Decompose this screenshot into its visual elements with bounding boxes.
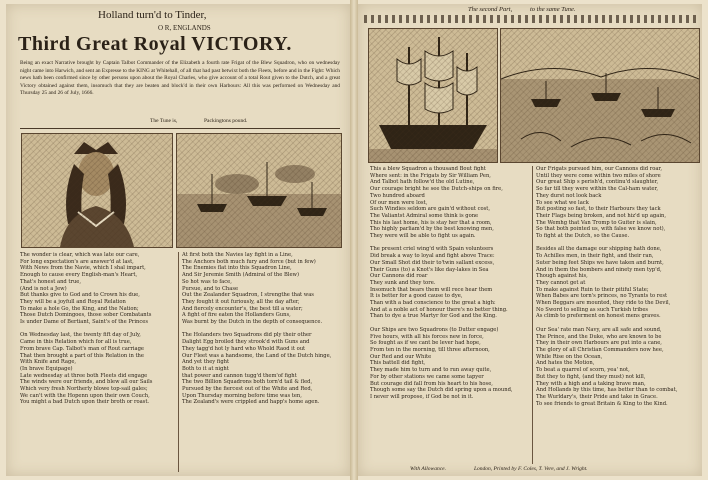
verse-line: But thanks give to God and to Crown his due, <box>20 292 140 299</box>
verse-line: I never will propose, if God be not in it. <box>370 393 474 400</box>
verse-line: Insomuch that bears them will rece hear them <box>370 286 493 293</box>
verse-line: While Rise on the Ocean, <box>536 353 603 360</box>
verse-line: And hates the Motion, <box>536 360 595 367</box>
verse-line: A fight of fire eaten the Hollanders Guns, <box>182 312 291 319</box>
verse-line: The Wurldary's, their Pride and take in Grace. <box>536 393 658 400</box>
verse-line: Is under Dame of Bertiant, Saint's of the Princes <box>20 319 148 326</box>
verse-line: (And is not a Jew) <box>20 285 67 292</box>
verse-line: They fought it out furiously, all the day after, <box>182 298 300 305</box>
verse-line: Did break a way to loyal and fight above Trace: <box>370 253 495 260</box>
verse-line: No Sword to selling as such Turkish tribes <box>536 306 649 313</box>
verse-line: Where sent: in the Frigats by Sir William Pen, <box>370 172 491 179</box>
verse-line: To fight at the Dutch, so the Cause. <box>536 233 630 240</box>
verse-line: Our Fleet was a handsome, the Land of the Dutch hinge, <box>182 352 332 359</box>
right-column-2 <box>536 166 698 407</box>
left-column-2 <box>182 252 340 406</box>
verse-line: Late wednesday at three both Fleets did engage <box>20 372 148 379</box>
verse-line: But courage did fall from his heart to his hose, <box>370 380 493 387</box>
verse-line: Pursue, and to Chase <box>182 285 239 292</box>
verse-line: The Prince, and the Duke, who are known to be <box>536 333 662 340</box>
verse-line: Our Small Shot did their to'twin sallant excess, <box>370 259 495 266</box>
verse-line: The Anchors both much fury and force (but in few) <box>182 258 316 265</box>
verse-line: For by other stations we came some tapyer <box>370 373 484 380</box>
column-divider-right <box>532 166 533 464</box>
verse-line: Our Frigats pursued him, our Cannons did roar, <box>536 166 662 172</box>
verse-line: To see what we lack <box>536 199 589 206</box>
tune-label: The Tune is, <box>150 118 178 124</box>
verse-line <box>536 320 698 327</box>
verse-line: From ten in the morning, till three afternoon, <box>370 346 490 353</box>
verse-line: Our courage bright he see the Dutch-ships on fire, <box>370 186 503 193</box>
verse-line: Their Flags being broken, and not hiz'd up again, <box>536 212 666 219</box>
verse-line: Enough to cause every English-man's Heart, <box>20 272 138 279</box>
verse-line: So hot was to face, <box>182 278 232 285</box>
verse-line: that power and cannon tugg'd them'of fight <box>182 372 297 379</box>
verse-line: To Achilles men, in their fight, and their ran, <box>536 253 654 260</box>
sea-battle-woodcut <box>176 133 342 248</box>
verse-line: And Sir Jeremie Smith (Admiral of the Blew) <box>182 272 299 279</box>
verse-line: They cannot get at <box>536 279 586 286</box>
tune-name: Packingtons pound. <box>204 118 248 124</box>
left-column-1 <box>20 252 178 406</box>
verse-line: Such Windies seldom are gain'd without cost, <box>370 206 491 213</box>
verse-line: When Beggars are mounted, they ride to the Devil, <box>536 300 671 307</box>
portrait-woodcut <box>21 133 173 248</box>
verse-line: We can't with the Hopenn upon their own Couch, <box>20 392 150 399</box>
verse-line: This battell did fight, <box>370 360 426 367</box>
verse-line <box>536 240 698 247</box>
verse-line: Two hundred aboard <box>370 192 425 199</box>
verse-line: The winds were our friends, and blew all our Sails <box>20 379 153 386</box>
allowance-mark: With Allowance. <box>410 466 446 472</box>
verse-line: The Zealand's were crippled and happ's home agen. <box>182 399 320 406</box>
verse-line: With News from the Navie, which I shal impart, <box>20 265 146 272</box>
verse-line: Our great Ship s perish'd, continu'd slaughter, <box>536 179 659 186</box>
subtitle: O R, ENGLANDS <box>158 24 211 32</box>
verse-line: Suter being feet Ships we have taken and burnt, <box>536 259 664 266</box>
verse-line: They in their own Harbours are put into a cane, <box>536 340 662 347</box>
verse-line: Than to dye a true Martyr for God and the King. <box>370 313 497 320</box>
verse-line: Pursued by the fiercest out of the White and Red, <box>182 386 313 393</box>
verse-line: They durst not look back <box>536 192 602 199</box>
verse-line: Though some say the Dutch did spring upon a mound, <box>370 387 513 394</box>
verse-line: That then brought a part of this Relation in the <box>20 352 144 359</box>
verse-line: They with a high and a taking brave man, <box>536 380 646 387</box>
verse-line: But they to fight, (and they must) not kill, <box>536 373 646 380</box>
verse-line: So that both pointed us, with false we know not), <box>536 226 666 233</box>
verse-line: And fiercely encounter's, the best till a water; <box>182 305 303 312</box>
verse-line: So far till they were within the Cal-ham water, <box>536 186 659 193</box>
verse-line: Which very fresh Northerly blowe top-sail gales; <box>20 386 148 393</box>
printer-imprint: London, Printed by F. Coles, T. Vere, and J. Wright. <box>474 466 588 472</box>
verse-line: And in them the bombers and ninety men typ'd, <box>536 266 662 273</box>
verse-line: They will be a joyfull and Royal Relation <box>20 298 126 305</box>
verse-line: As climb to preferment on honest mens graves. <box>536 313 661 320</box>
ornament-border <box>364 15 696 23</box>
column-divider-left <box>178 252 179 472</box>
verse-line: It is better for a good cause to dye, <box>370 293 463 300</box>
verse-line <box>20 326 178 333</box>
ship-woodcut <box>368 28 498 163</box>
verse-line: Until they were come within two miles of shore <box>536 172 661 179</box>
verse-line: The glory of all Christian Commanders now hee, <box>536 346 664 353</box>
verse-line: Our Cannons did roar <box>370 273 428 280</box>
verse-line: Upon Thursday morning before time was ten, <box>182 392 302 399</box>
verse-line: Those Dutch Domingoes, those sober Combatants <box>20 312 152 319</box>
verse-line: The Valiantst Admiral some think is gone <box>370 212 479 219</box>
verse-line: Our Red and our White <box>370 353 432 360</box>
verse-line: Was burnt by the Dutch in the depth of consequence. <box>182 319 323 326</box>
verse-line: For long expectation's are answer'd at last, <box>20 258 134 265</box>
title-top: Holland turn'd to Tinder, <box>98 9 207 21</box>
verse-line: On Wednesday last, the twenty fift day of July, <box>20 332 141 339</box>
verse-line <box>370 240 530 247</box>
second-part-label: The second Part, <box>468 6 513 13</box>
intro-paragraph: Being an exact Narrative brought by Captain Talbot Commander of the Elizabeth a fourth rate Frigat of the Blew Squadron, who on wednesday night came into Harwich, and sent an Expresse to the KING at Whitehall, of all that had past betwixt both the Fleets, before and in the Fight: Which news hath been confirmed since by other persons upon about the Royal Charles, who give account of a total Rout given to the Dutch, and a great Victory obtained against them, insomuch that they are beaten and block'd in their own Harbours: All this was performed on Wednesday and Thursday 25 and 26 of July, 1666. <box>20 60 340 97</box>
verse-line: Our Sea' rate man Navy, are all safe and sound, <box>536 326 662 333</box>
verse-line: And Hollands by this time, has better than to combat, <box>536 387 678 394</box>
verse-line: This a blew Squadron a thousand Bout fight <box>370 166 486 172</box>
verse-line: When Babes are torn's princes, no Tyrants to rest <box>536 293 668 300</box>
verse-line: The Holanders two Squadrons did ply their other <box>182 332 312 339</box>
verse-line: The wonder is clear, which was late our care, <box>20 252 140 258</box>
verse-line: To see friends to great Britain & King to the Kind. <box>536 400 668 407</box>
verse-line: From brave Cap. Talbot's man of Rout carriage <box>20 345 144 352</box>
verse-line: But posting so fast, to their Harbours they tack <box>536 206 661 213</box>
verse-line: Of our men were lost, <box>370 199 428 206</box>
verse-line: Came in this Relation which for all is true, <box>20 339 132 346</box>
verse-line: At first both the Navies lay fight in a Line, <box>182 252 293 258</box>
verse-line: The Enemies flat into this Squadron Line, <box>182 265 292 272</box>
verse-line: The two Billion Squadrons both torn'd tail & fled, <box>182 379 313 386</box>
verse-line: To beat a quarrel of scorn, yea' not, <box>536 367 630 374</box>
fleet-woodcut <box>500 28 700 163</box>
verse-line: The Wemhg that Van Tromp to Guiter is slain, <box>536 219 657 226</box>
verse-line: (In brave Equipage) <box>20 365 73 372</box>
verse-line: To make against Ruin to their pitiful State; <box>536 286 649 293</box>
verse-line: Than with a bad conscience to the great a high: <box>370 300 496 307</box>
verse-line: And Talbot hath follow'd the old Lutine, <box>370 179 475 186</box>
page-fold <box>350 0 358 480</box>
second-part-tune: to the same Tune. <box>530 6 576 13</box>
verse-line: They sunk and they tore. <box>370 279 436 286</box>
verse-line <box>370 320 530 327</box>
verse-line: That's honest and true, <box>20 278 82 285</box>
verse-line: And yet they fight <box>182 359 230 366</box>
verse-line: This his last home, his is stay her that a room, <box>370 219 492 226</box>
verse-line: To make a hole Go, the King, and the Nation; <box>20 305 139 312</box>
verse-line: Our Ships are two Squadrons (to Dutter engage) <box>370 326 499 333</box>
verse-line: They made him to turn and to run away quite, <box>370 367 492 374</box>
verse-line: Five hours, with all his forces new in force, <box>370 333 484 340</box>
verse-line: Though against his, <box>536 273 588 280</box>
right-column-1 <box>370 166 530 401</box>
main-title: Third Great Royal VICTORY. <box>18 33 292 55</box>
verse-line: Tho highly parliam'd by the best knowing men, <box>370 226 494 233</box>
verse-line: Both to it at night <box>182 365 229 372</box>
header-rule <box>20 128 340 129</box>
verse-line: So fought as if we cant be lever had hope, <box>370 340 481 347</box>
verse-line: Out the Zealander Squadron, I strengthe that was <box>182 292 314 299</box>
verse-line: They were will be able to fight us again. <box>370 233 476 240</box>
verse-line <box>182 326 340 333</box>
verse-line: Dalight Egg broiled they strook'd with Guns and <box>182 339 310 346</box>
verse-line: With Knife and Rage, <box>20 359 77 366</box>
verse-line: The present criel wing'd with Spain volunteers <box>370 246 494 253</box>
verse-line: They tagg'd hot ly hard who Whold Raod it out <box>182 345 306 352</box>
verse-line: Their Guns (to) a Knot's like day-lakes in Sea <box>370 266 489 273</box>
verse-line: Besides all the damage our shipping hath done, <box>536 246 662 253</box>
verse-line: You might a bad Dutch upon their broth or roast. <box>20 399 150 406</box>
verse-line: And at a noble act of honour there's no better thing. <box>370 306 508 313</box>
